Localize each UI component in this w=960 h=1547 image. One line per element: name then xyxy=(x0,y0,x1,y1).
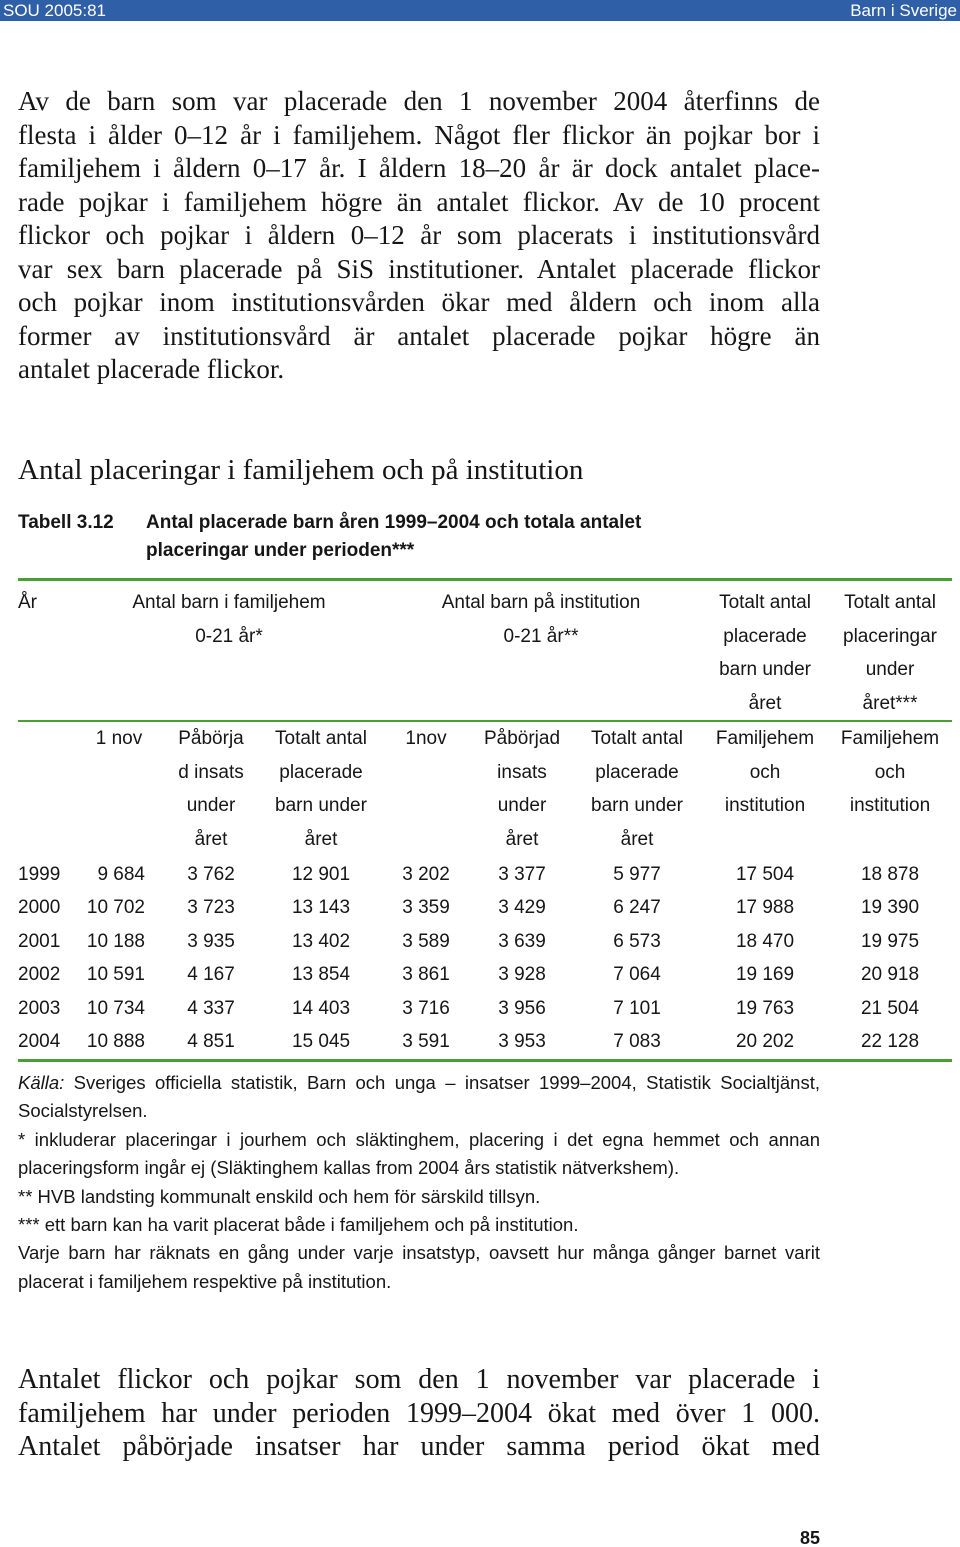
text-line: och pojkar inom institutionsvården ökar med åldern och inom alla xyxy=(18,287,820,317)
table-cell: 19 763 xyxy=(735,997,795,1019)
table-cell: 10 702 xyxy=(86,897,145,918)
table-cell: 13 402 xyxy=(291,930,351,952)
method-note-line: Varje barn har räknats en gång under varje insatstyp, oavsett hur många gånger barnet varit xyxy=(18,1242,820,1264)
table-cell: 10 888 xyxy=(86,1031,145,1052)
table-cell: 18 878 xyxy=(860,863,920,885)
header-year: År xyxy=(18,592,37,613)
table-subheader-row xyxy=(18,720,952,858)
table-cell: 6 573 xyxy=(613,930,661,952)
intro-paragraph xyxy=(18,85,820,387)
table-cell: 17 988 xyxy=(735,897,795,918)
table-cell: 9 684 xyxy=(97,863,145,885)
table-row xyxy=(18,891,952,925)
table-cell: 3 359 xyxy=(402,897,450,918)
table-cell: 17 504 xyxy=(735,863,795,885)
table-cell: 10 734 xyxy=(86,997,145,1019)
text-line: Antalet påbörjade insatser har under samma period ökat med xyxy=(18,1431,820,1462)
table-cell: 7 064 xyxy=(613,964,661,985)
text-line: former av institutionsvård är antalet placerade pojkar högre än xyxy=(18,320,820,351)
header-institution-group: Antal barn på institution 0-21 år** xyxy=(441,592,641,647)
source-note-line: Socialstyrelsen. xyxy=(18,1100,148,1122)
text-line: Antalet flickor och pojkar som den 1 november var placerade i xyxy=(18,1364,820,1395)
table-cell: 3 429 xyxy=(498,897,546,918)
table-cell: 18 470 xyxy=(735,930,795,952)
header-total-children: Totalt antal placerade barn under året xyxy=(719,592,811,714)
header-family-group: Antal barn i familjehem 0-21 år* xyxy=(132,592,326,647)
subheader-inst-nov: 1nov xyxy=(380,720,472,858)
row-year: 2004 xyxy=(18,1031,61,1052)
table-cell: 3 723 xyxy=(187,897,235,918)
subheader-inst-started: Påbörjad insats under året xyxy=(472,720,572,858)
subheader-inst-total: Totalt antal placerade barn under året xyxy=(572,720,702,858)
table-cell: 4 337 xyxy=(187,997,235,1019)
table-row xyxy=(18,858,952,892)
table-row xyxy=(18,992,952,1026)
method-note-line: placerat i familjehem respektive på institution. xyxy=(18,1270,392,1292)
table-cell: 3 956 xyxy=(498,997,546,1019)
table-row xyxy=(18,925,952,959)
footnote-line: ** HVB landsting kommunalt enskild och hem för särskild tillsyn. xyxy=(18,1185,541,1207)
table-cell: 4 851 xyxy=(187,1031,235,1052)
table-cell: 10 188 xyxy=(86,930,145,952)
table-frame xyxy=(18,578,952,1062)
page-number: 85 xyxy=(799,1528,820,1547)
text-line: flickor och pojkar i åldern 0–12 år som placerats i institutionsvård xyxy=(18,220,820,250)
table-cell: 4 167 xyxy=(187,964,235,985)
subheader-family-started: Påbörja d insats under året xyxy=(160,720,262,858)
table-title xyxy=(146,509,641,565)
row-year: 2001 xyxy=(18,930,61,952)
table-cell: 12 901 xyxy=(291,863,351,885)
table-cell: 15 045 xyxy=(291,1031,351,1052)
subheader-total-children: Familjehem och institution xyxy=(702,720,828,858)
source-note-line xyxy=(18,1069,820,1097)
row-year: 2003 xyxy=(18,997,61,1019)
table-cell: 3 953 xyxy=(498,1031,546,1052)
table-cell: 3 591 xyxy=(402,1031,450,1052)
table-cell: 14 403 xyxy=(291,997,351,1019)
closing-paragraph xyxy=(18,1363,820,1464)
running-header xyxy=(0,0,960,21)
table-cell: 21 504 xyxy=(860,997,920,1019)
table-header-row xyxy=(18,581,952,720)
source-label: Källa: xyxy=(18,1072,65,1093)
table-cell: 3 202 xyxy=(402,863,450,885)
table-cell: 3 377 xyxy=(498,863,546,885)
placements-table xyxy=(18,581,952,1059)
table-notes xyxy=(18,1069,820,1296)
subheader-empty xyxy=(18,720,78,858)
text-line: var sex barn placerade på SiS institutioner. Antalet placerade flickor xyxy=(18,253,820,284)
footnote-line: placeringsform ingår ej (Släktinghem kallas from 2004 års statistik nätverkshem). xyxy=(18,1157,680,1179)
report-number: SOU 2005:81 xyxy=(3,1,107,20)
row-year: 2002 xyxy=(18,964,61,985)
table-cell: 5 977 xyxy=(613,863,661,885)
table-row xyxy=(18,958,952,992)
table-cell: 7 083 xyxy=(613,1031,661,1052)
row-year: 1999 xyxy=(18,863,61,885)
footnote-line: * inkluderar placeringar i jourhem och släktinghem, placering i det egna hemmet och annan xyxy=(18,1128,820,1150)
table-cell: 3 928 xyxy=(498,964,546,985)
footnote-line: *** ett barn kan ha varit placerat både i familjehem och på institution. xyxy=(18,1214,579,1236)
table-cell: 3 716 xyxy=(402,997,450,1019)
subheader-family-total: Totalt antal placerade barn under året xyxy=(262,720,380,858)
text-line: rade pojkar i familjehem högre än antalet flickor. Av de 10 procent xyxy=(18,186,820,217)
table-row xyxy=(18,1025,952,1059)
table-cell: 3 639 xyxy=(498,930,546,952)
table-cell: 3 935 xyxy=(187,930,235,952)
section-heading: Antal placeringar i familjehem och på institution xyxy=(18,454,584,486)
table-title-line: Antal placerade barn åren 1999–2004 och totala antalet xyxy=(146,512,642,533)
table-cell: 19 390 xyxy=(860,897,920,918)
table-cell: 19 975 xyxy=(860,930,920,952)
table-cell: 13 143 xyxy=(291,897,351,918)
table-cell: 20 918 xyxy=(860,964,920,985)
table-title-line: placeringar under perioden*** xyxy=(146,540,415,561)
source-text: Sveriges officiella statistik, Barn och unga – insatser 1999–2004, Statistik Socialtjänst, xyxy=(73,1072,821,1093)
table-cell: 19 169 xyxy=(735,964,795,985)
table-cell: 7 101 xyxy=(613,997,661,1019)
table-cell: 3 589 xyxy=(402,930,450,952)
table-label: Tabell 3.12 xyxy=(18,512,114,533)
header-total-placements: Totalt antal placeringar under året*** xyxy=(843,592,938,714)
table-cell: 13 854 xyxy=(291,964,351,985)
table-cell: 10 591 xyxy=(86,964,145,985)
text-line: familjehem i åldern 0–17 år. I åldern 18–20 år är dock antalet place- xyxy=(18,153,820,183)
table-cell: 3 762 xyxy=(187,863,235,885)
text-line: familjehem har under perioden 1999–2004 ökat med över 1 000. xyxy=(18,1397,820,1429)
row-year: 2000 xyxy=(18,897,61,918)
table-cell: 20 202 xyxy=(735,1031,795,1052)
text-line: antalet placerade flickor. xyxy=(18,354,285,384)
table-cell: 22 128 xyxy=(860,1031,920,1052)
subheader-family-nov: 1 nov xyxy=(78,720,160,858)
text-line: Av de barn som var placerade den 1 november 2004 återfinns de xyxy=(18,86,820,116)
report-title: Barn i Sverige xyxy=(850,1,957,20)
text-line: flesta i ålder 0–12 år i familjehem. Något fler flickor än pojkar bor i xyxy=(18,119,820,150)
table-cell: 6 247 xyxy=(613,897,661,918)
table-cell: 3 861 xyxy=(402,964,450,985)
subheader-total-placements: Familjehem och institution xyxy=(828,720,952,858)
table-caption xyxy=(18,509,918,565)
